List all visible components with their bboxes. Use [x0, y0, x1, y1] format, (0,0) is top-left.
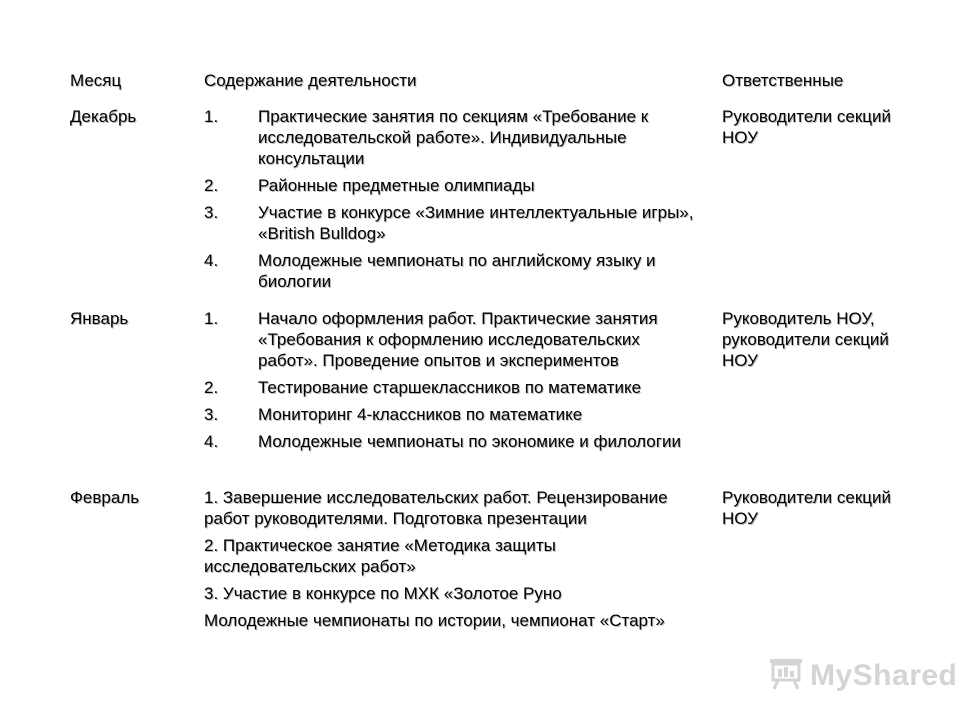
header-month: Месяц [70, 71, 122, 90]
presentation-board-icon [768, 656, 804, 695]
list-item: 1. Завершение исследовательских работ. Рецензирование работ руководителями. Подготовка презентации [204, 488, 668, 528]
list-item: 2. Тестирование старшеклассников по математике [204, 378, 642, 397]
header-content: Содержание деятельности [204, 71, 417, 90]
month-cell: Январь [70, 309, 129, 328]
watermark-text: MyShared [810, 658, 958, 692]
responsible-cell: Руководители секций НОУ [722, 107, 892, 147]
list-item: 4. Молодежные чемпионаты по английскому языку и биологии [204, 251, 656, 291]
content-cell [204, 106, 704, 298]
header-responsible: Ответственные [722, 71, 844, 90]
month-cell: Февраль [70, 488, 140, 507]
watermark-logo [768, 656, 957, 695]
month-cell: Декабрь [70, 107, 137, 126]
list-item: 3. Участие в конкурсе «Зимние интеллектуальные игры», «British Bulldog» [204, 203, 694, 243]
list-item: 1. Начало оформления работ. Практические занятия «Требования к оформлению исследовательских работ». Проведение опытов и экспериментов [204, 309, 658, 370]
responsible-cell: Руководитель НОУ, руководители секций НОУ [722, 309, 889, 370]
list-item: 2. Районные предметные олимпиады [204, 176, 535, 195]
responsible-cell: Руководители секций НОУ [722, 488, 892, 528]
list-item: 1. Практические занятия по секциям «Требование к исследовательской работе». Индивидуальные консультации [204, 107, 649, 168]
list-item: 2. Практическое занятие «Методика защиты исследовательских работ» [204, 536, 556, 576]
list-item: 3. Участие в конкурсе по МХК «Золотое Руно [204, 584, 562, 603]
list-item: Молодежные чемпионаты по истории, чемпионат «Старт» [204, 611, 665, 630]
list-item: 4. Молодежные чемпионаты по экономике и филологии [204, 432, 681, 451]
content-cell [204, 308, 704, 458]
content-cell [204, 487, 704, 637]
list-item: 3. Мониторинг 4-классников по математике [204, 405, 583, 424]
